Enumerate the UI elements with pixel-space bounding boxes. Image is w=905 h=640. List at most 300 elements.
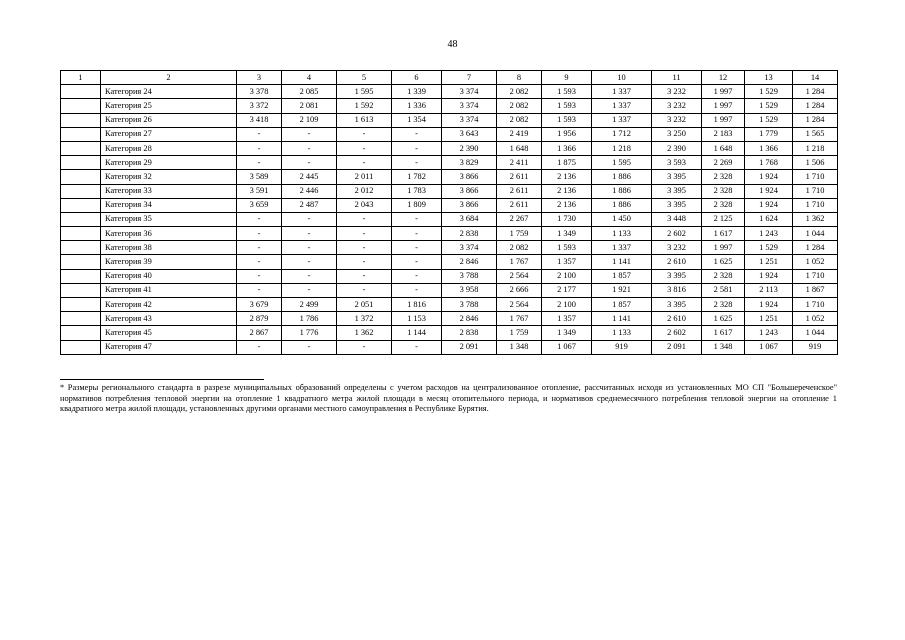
category-cell: Категория 24 <box>101 85 237 99</box>
table-cell: 2 867 <box>237 326 282 340</box>
table-cell: 3 395 <box>652 298 702 312</box>
category-cell: Категория 29 <box>101 156 237 170</box>
table-cell: 2 846 <box>442 312 497 326</box>
table-cell: 1 997 <box>702 241 745 255</box>
table-cell: 1 768 <box>745 156 793 170</box>
table-cell: 1 924 <box>745 184 793 198</box>
table-cell: 1 251 <box>745 255 793 269</box>
table-cell: 2 328 <box>702 269 745 283</box>
table-cell: 1 348 <box>702 340 745 354</box>
table-cell: 1 337 <box>592 113 652 127</box>
table-cell <box>61 340 101 354</box>
table-cell: - <box>237 127 282 141</box>
table-cell: 2 564 <box>497 269 542 283</box>
table-cell: 1 924 <box>745 298 793 312</box>
table-cell: 2 328 <box>702 170 745 184</box>
table-cell: 2 177 <box>542 283 592 297</box>
table-cell: 2 610 <box>652 255 702 269</box>
table-cell: - <box>237 141 282 155</box>
table-row <box>61 198 838 212</box>
table-cell: 1 284 <box>793 113 838 127</box>
table-cell: 3 643 <box>442 127 497 141</box>
table-cell: 1 565 <box>793 127 838 141</box>
table-cell: 1 886 <box>592 184 652 198</box>
table-cell: 1 044 <box>793 227 838 241</box>
table-cell: - <box>337 227 392 241</box>
table-cell: 3 378 <box>237 85 282 99</box>
table-cell: 2 081 <box>282 99 337 113</box>
table-cell: 1 366 <box>745 141 793 155</box>
category-cell: Категория 47 <box>101 340 237 354</box>
column-header: 2 <box>101 71 237 85</box>
table-cell: 3 659 <box>237 198 282 212</box>
table-cell: 1 867 <box>793 283 838 297</box>
category-cell: Категория 41 <box>101 283 237 297</box>
table-cell: 2 879 <box>237 312 282 326</box>
table-cell: 1 506 <box>793 156 838 170</box>
category-cell: Категория 39 <box>101 255 237 269</box>
table-cell: 3 374 <box>442 99 497 113</box>
category-cell: Категория 42 <box>101 298 237 312</box>
column-header: 11 <box>652 71 702 85</box>
table-cell: 1 529 <box>745 113 793 127</box>
table-cell: 1 857 <box>592 269 652 283</box>
table-cell: - <box>337 283 392 297</box>
table-cell: 2 602 <box>652 326 702 340</box>
table-row <box>61 255 838 269</box>
table-cell: - <box>392 127 442 141</box>
table-cell: - <box>282 255 337 269</box>
table-cell: - <box>392 283 442 297</box>
table-cell: 2 328 <box>702 184 745 198</box>
table-cell: 1 595 <box>592 156 652 170</box>
table-cell: 1 153 <box>392 312 442 326</box>
table-cell: - <box>392 141 442 155</box>
table-cell: 1 529 <box>745 99 793 113</box>
table-cell: 3 395 <box>652 269 702 283</box>
column-header: 9 <box>542 71 592 85</box>
table-cell: 2 411 <box>497 156 542 170</box>
table-cell: 3 589 <box>237 170 282 184</box>
table-cell: - <box>337 241 392 255</box>
table-cell: 3 232 <box>652 85 702 99</box>
table-cell: 3 866 <box>442 198 497 212</box>
table-cell: 919 <box>793 340 838 354</box>
table-cell: 2 136 <box>542 184 592 198</box>
table-cell: 2 611 <box>497 184 542 198</box>
table-cell: 1 218 <box>793 141 838 155</box>
table-cell: - <box>392 227 442 241</box>
table-cell: 1 924 <box>745 269 793 283</box>
column-header: 5 <box>337 71 392 85</box>
table-cell <box>61 255 101 269</box>
table-cell: - <box>392 212 442 226</box>
table-cell: 1 625 <box>702 255 745 269</box>
table-cell <box>61 198 101 212</box>
table-cell: 2 125 <box>702 212 745 226</box>
table-cell: 2 100 <box>542 269 592 283</box>
table-cell: 1 595 <box>337 85 392 99</box>
table-cell: 3 232 <box>652 113 702 127</box>
table-cell: - <box>282 227 337 241</box>
table-row <box>61 269 838 283</box>
table-cell: 2 328 <box>702 198 745 212</box>
table-cell: 3 395 <box>652 184 702 198</box>
table-cell: 1 357 <box>542 312 592 326</box>
table-cell: - <box>392 255 442 269</box>
table-row <box>61 113 838 127</box>
table-cell: 2 082 <box>497 99 542 113</box>
table-cell: 1 786 <box>282 312 337 326</box>
table-cell: 2 011 <box>337 170 392 184</box>
table-cell: 1 337 <box>592 85 652 99</box>
table-cell: 1 593 <box>542 85 592 99</box>
table-cell: 1 759 <box>497 326 542 340</box>
table-cell: - <box>282 212 337 226</box>
table-cell: 1 921 <box>592 283 652 297</box>
table-cell: - <box>237 340 282 354</box>
table-cell: 2 051 <box>337 298 392 312</box>
table-cell: 2 136 <box>542 170 592 184</box>
table-cell: 1 710 <box>793 269 838 283</box>
table-cell: 1 613 <box>337 113 392 127</box>
table-cell: 2 091 <box>652 340 702 354</box>
table-cell: 3 448 <box>652 212 702 226</box>
table-cell: 2 082 <box>497 241 542 255</box>
table-cell <box>61 298 101 312</box>
table-cell: 1 816 <box>392 298 442 312</box>
table-cell: 1 243 <box>745 227 793 241</box>
table-cell: - <box>282 156 337 170</box>
table-header-row <box>61 71 838 85</box>
table-cell: 2 487 <box>282 198 337 212</box>
table-cell <box>61 269 101 283</box>
column-header: 6 <box>392 71 442 85</box>
table-cell: 919 <box>592 340 652 354</box>
category-cell: Категория 26 <box>101 113 237 127</box>
table-row <box>61 156 838 170</box>
table-row <box>61 170 838 184</box>
table-cell: 1 044 <box>793 326 838 340</box>
table-cell: 1 767 <box>497 255 542 269</box>
table-cell: 2 610 <box>652 312 702 326</box>
table-cell: 3 374 <box>442 85 497 99</box>
table-cell: 1 710 <box>793 198 838 212</box>
table-cell <box>61 312 101 326</box>
table-cell: 1 624 <box>745 212 793 226</box>
category-cell: Категория 35 <box>101 212 237 226</box>
category-cell: Категория 28 <box>101 141 237 155</box>
table-cell: 2 082 <box>497 85 542 99</box>
table-cell: 1 251 <box>745 312 793 326</box>
table-cell: 1 648 <box>497 141 542 155</box>
table-row <box>61 227 838 241</box>
table-cell <box>61 184 101 198</box>
page-number: 48 <box>447 39 458 50</box>
table-cell: 3 958 <box>442 283 497 297</box>
footnote-divider <box>60 379 264 380</box>
table-cell: 3 395 <box>652 198 702 212</box>
table-cell: 2 043 <box>337 198 392 212</box>
table-cell: 1 284 <box>793 85 838 99</box>
table-cell: - <box>237 156 282 170</box>
table-cell: 1 144 <box>392 326 442 340</box>
table-cell: 1 336 <box>392 99 442 113</box>
table-cell: 2 328 <box>702 298 745 312</box>
table-cell: 2 082 <box>497 113 542 127</box>
data-table <box>60 70 838 355</box>
table-cell <box>61 212 101 226</box>
table-cell: 3 866 <box>442 170 497 184</box>
table-cell: 3 788 <box>442 298 497 312</box>
table-cell: 2 091 <box>442 340 497 354</box>
table-cell: 1 710 <box>793 184 838 198</box>
table-cell: 1 776 <box>282 326 337 340</box>
table-cell: 1 593 <box>542 241 592 255</box>
table-cell <box>61 283 101 297</box>
table-cell: 1 529 <box>745 241 793 255</box>
table-cell: 2 419 <box>497 127 542 141</box>
table-cell: 2 581 <box>702 283 745 297</box>
table-cell: - <box>282 241 337 255</box>
table-cell: - <box>337 340 392 354</box>
category-cell: Категория 36 <box>101 227 237 241</box>
table-cell: 1 372 <box>337 312 392 326</box>
table-cell: 1 997 <box>702 99 745 113</box>
table-cell: 1 997 <box>702 85 745 99</box>
table-cell: 1 783 <box>392 184 442 198</box>
footnote: * Размеры регионального стандарта в разрезе муниципальных образований определены с учетом расходов на централизованное отопление, рассчитанных исходя из установленных МО СП "Большереченское" нормативов потребления тепловой энергии на отопление 1 квадратного метра жилой площади в месяц отопительного периода, и нормативов среднемесячного потребления тепловой энергии на отопление 1 квадратного метра жилой площади, установленных другими органами местного самоуправления в Республике Бурятия. <box>60 383 837 414</box>
table-cell: 3 593 <box>652 156 702 170</box>
table-cell: 2 136 <box>542 198 592 212</box>
table-cell <box>61 127 101 141</box>
table-cell: 1 593 <box>542 113 592 127</box>
table-cell: - <box>337 127 392 141</box>
table-cell: 1 767 <box>497 312 542 326</box>
table-cell <box>61 99 101 113</box>
table-cell: 3 684 <box>442 212 497 226</box>
category-cell: Категория 43 <box>101 312 237 326</box>
table-cell: 2 183 <box>702 127 745 141</box>
table-cell: 2 390 <box>442 141 497 155</box>
table-cell: - <box>392 156 442 170</box>
table-cell: 2 611 <box>497 198 542 212</box>
table-cell: 2 012 <box>337 184 392 198</box>
table-cell: 1 592 <box>337 99 392 113</box>
table-cell <box>61 227 101 241</box>
table-cell: 1 284 <box>793 241 838 255</box>
category-cell: Категория 34 <box>101 198 237 212</box>
table-cell <box>61 85 101 99</box>
table-row <box>61 312 838 326</box>
table-cell: 1 339 <box>392 85 442 99</box>
table-cell: 1 710 <box>793 298 838 312</box>
table-cell: - <box>237 227 282 241</box>
table-cell: 1 141 <box>592 255 652 269</box>
table-cell: 3 829 <box>442 156 497 170</box>
table-cell: 2 846 <box>442 255 497 269</box>
table-cell <box>61 113 101 127</box>
category-cell: Категория 33 <box>101 184 237 198</box>
table-cell: 1 362 <box>337 326 392 340</box>
table-cell: 1 349 <box>542 227 592 241</box>
table-cell: 1 779 <box>745 127 793 141</box>
table-cell: 1 857 <box>592 298 652 312</box>
table-cell: 2 445 <box>282 170 337 184</box>
table-cell: 1 886 <box>592 198 652 212</box>
table-row <box>61 326 838 340</box>
table-cell: 1 730 <box>542 212 592 226</box>
table-cell <box>61 170 101 184</box>
table-cell: 1 218 <box>592 141 652 155</box>
category-cell: Категория 32 <box>101 170 237 184</box>
table-cell: 3 232 <box>652 241 702 255</box>
table-cell: 1 354 <box>392 113 442 127</box>
table-cell: 3 679 <box>237 298 282 312</box>
table-cell: 1 349 <box>542 326 592 340</box>
table-row <box>61 85 838 99</box>
table-cell: 1 243 <box>745 326 793 340</box>
table-cell: - <box>237 269 282 283</box>
table-cell: - <box>337 269 392 283</box>
column-header: 8 <box>497 71 542 85</box>
table-cell: 2 838 <box>442 326 497 340</box>
table-cell: 3 866 <box>442 184 497 198</box>
table-cell: - <box>337 156 392 170</box>
table-cell: 1 337 <box>592 241 652 255</box>
table-cell: 1 593 <box>542 99 592 113</box>
table-cell <box>61 326 101 340</box>
column-header: 7 <box>442 71 497 85</box>
table-cell: 3 374 <box>442 113 497 127</box>
table-cell: 2 446 <box>282 184 337 198</box>
column-header: 4 <box>282 71 337 85</box>
table-row <box>61 212 838 226</box>
table-cell: 1 357 <box>542 255 592 269</box>
table-cell: 3 372 <box>237 99 282 113</box>
category-cell: Категория 27 <box>101 127 237 141</box>
table-cell: 2 269 <box>702 156 745 170</box>
table-cell: - <box>282 141 337 155</box>
table-cell: 2 838 <box>442 227 497 241</box>
table-cell: 1 956 <box>542 127 592 141</box>
table-cell: 1 133 <box>592 326 652 340</box>
table-cell: 1 782 <box>392 170 442 184</box>
table-cell: - <box>337 255 392 269</box>
table-cell: 1 997 <box>702 113 745 127</box>
table-cell: 3 788 <box>442 269 497 283</box>
table-row <box>61 340 838 354</box>
table-cell: - <box>237 255 282 269</box>
table-row <box>61 99 838 113</box>
table-cell: 2 611 <box>497 170 542 184</box>
table-cell: - <box>392 340 442 354</box>
table-cell: 2 602 <box>652 227 702 241</box>
table-cell: 2 666 <box>497 283 542 297</box>
column-header: 12 <box>702 71 745 85</box>
column-header: 13 <box>745 71 793 85</box>
table-cell <box>61 141 101 155</box>
table-cell: 3 816 <box>652 283 702 297</box>
table-cell: - <box>237 241 282 255</box>
table-row <box>61 127 838 141</box>
table-row <box>61 141 838 155</box>
table-cell: 1 366 <box>542 141 592 155</box>
table-cell: 1 141 <box>592 312 652 326</box>
column-header: 10 <box>592 71 652 85</box>
table-cell: 2 113 <box>745 283 793 297</box>
table-cell: 3 232 <box>652 99 702 113</box>
table-cell: 1 067 <box>745 340 793 354</box>
table-cell: 1 617 <box>702 326 745 340</box>
table-cell: 3 591 <box>237 184 282 198</box>
table-cell: 1 924 <box>745 170 793 184</box>
table-cell: - <box>282 283 337 297</box>
table-cell: 1 362 <box>793 212 838 226</box>
table-cell: - <box>337 141 392 155</box>
table-cell: 2 109 <box>282 113 337 127</box>
table-cell: 1 284 <box>793 99 838 113</box>
table-cell: 1 924 <box>745 198 793 212</box>
category-cell: Категория 25 <box>101 99 237 113</box>
table-cell: - <box>392 241 442 255</box>
table-cell: 3 250 <box>652 127 702 141</box>
table-cell: 2 499 <box>282 298 337 312</box>
table-cell: 1 809 <box>392 198 442 212</box>
table-cell: 3 395 <box>652 170 702 184</box>
table-cell: - <box>337 212 392 226</box>
table-cell: 1 712 <box>592 127 652 141</box>
table-cell: 1 067 <box>542 340 592 354</box>
table-body <box>61 85 838 355</box>
column-header: 1 <box>61 71 101 85</box>
table-row <box>61 241 838 255</box>
table-cell: - <box>282 340 337 354</box>
table-cell: - <box>392 269 442 283</box>
table-cell: 1 617 <box>702 227 745 241</box>
table-cell: - <box>237 212 282 226</box>
table-cell: 3 374 <box>442 241 497 255</box>
table-cell: 1 648 <box>702 141 745 155</box>
category-cell: Категория 45 <box>101 326 237 340</box>
table-cell: 1 133 <box>592 227 652 241</box>
table-cell <box>61 241 101 255</box>
table-row <box>61 184 838 198</box>
table-row <box>61 298 838 312</box>
table-cell: 2 267 <box>497 212 542 226</box>
table-cell: 1 710 <box>793 170 838 184</box>
table-cell: 1 529 <box>745 85 793 99</box>
table-cell: 3 418 <box>237 113 282 127</box>
column-header: 3 <box>237 71 282 85</box>
table-cell: 1 875 <box>542 156 592 170</box>
table-cell: 2 564 <box>497 298 542 312</box>
table-cell: 1 886 <box>592 170 652 184</box>
table-cell <box>61 156 101 170</box>
table-cell: - <box>237 283 282 297</box>
table-cell: 1 052 <box>793 312 838 326</box>
category-cell: Категория 40 <box>101 269 237 283</box>
table-cell: 1 450 <box>592 212 652 226</box>
table-cell: 2 100 <box>542 298 592 312</box>
table-cell: 1 759 <box>497 227 542 241</box>
table-cell: - <box>282 269 337 283</box>
table-cell: 2 085 <box>282 85 337 99</box>
table-cell: 1 625 <box>702 312 745 326</box>
table-cell: 2 390 <box>652 141 702 155</box>
table-cell: 1 052 <box>793 255 838 269</box>
category-cell: Категория 38 <box>101 241 237 255</box>
